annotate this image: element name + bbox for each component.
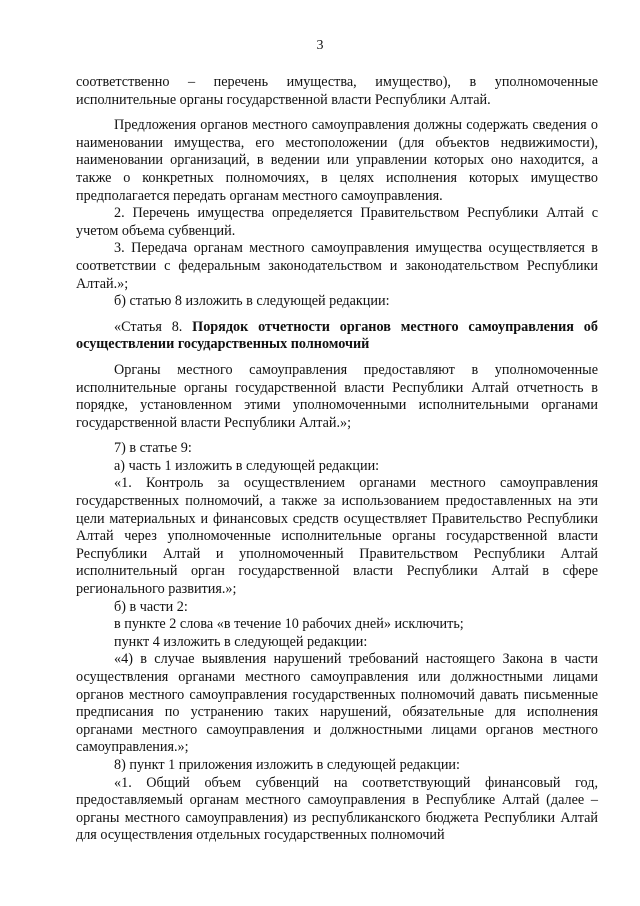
- paragraph: 8) пункт 1 приложения изложить в следующей редакции:: [114, 756, 460, 773]
- paragraph: «1. Общий объем субвенций на соответствующий финансовый год, предоставляемый органам местного самоуправления в Республике Алтай (далее – органы местного самоуправления) из республиканского бюджета Республики Алтай для осуществления отдельных государственных полномочий: [76, 774, 598, 844]
- paragraph: б) в части 2:: [114, 598, 188, 615]
- paragraph: пункт 4 изложить в следующей редакции:: [114, 633, 368, 650]
- paragraph: Предложения органов местного самоуправления должны содержать сведения о наименовании имущества, его местоположении (для объектов недвижимости), наименовании организаций, в ведении или управлении которых оно находится, а также о конкретных полномочиях, в целях исполнения которых имущество предполагается передать органам местного самоуправления.: [76, 117, 598, 204]
- paragraph: 7) в статье 9:: [114, 440, 192, 457]
- paragraph: «1. Контроль за осуществлением органами местного самоуправления государственных полномочий, а также за использованием предоставленных на эти цели материальных и финансовых средств осуществляет Правительство Республики Алтай через уполномоченные исполнительные органы государственной власти Республики Алтай и уполномоченный Правительством Республики Алтай исполнительный орган государственной власти Республики Алтай в сфере регионального развития.»;: [76, 475, 598, 598]
- paragraph: 3. Передача органам местного самоуправления имущества осуществляется в соответствии с федеральным законодательством и законодательством Республики Алтай.»;: [76, 240, 598, 292]
- paragraph: соответственно – перечень имущества, имущество), в уполномоченные исполнительные органы государственной власти Республики Алтай.: [76, 74, 598, 108]
- article-heading-paragraph: [76, 319, 598, 354]
- paragraph: а) часть 1 изложить в следующей редакции:: [114, 457, 380, 474]
- document-body: [76, 74, 598, 845]
- paragraph: «4) в случае выявления нарушений требований настоящего Закона в части осуществления органами местного самоуправления или должностными лицами органов местного самоуправления государственных полномочий давать письменные предписания по устранению таких нарушений, обязательные для исполнения органами местного самоуправления и должностными лицами органов местного самоуправления.»;: [76, 651, 598, 756]
- paragraph: Органы местного самоуправления предоставляют в уполномоченные исполнительные органы государственной власти Республики Алтай отчетность в порядке, установленном этими уполномоченными исполнительными органами государственной власти Республики Алтай.»;: [76, 361, 598, 431]
- paragraph: 2. Перечень имущества определяется Правительством Республики Алтай с учетом объема субвенций.: [76, 205, 598, 239]
- article-prefix: «Статья 8.: [114, 318, 193, 335]
- page-number: 3: [316, 38, 324, 53]
- article-title: Порядок отчетности органов местного самоуправления об осуществлении государственных полномочий: [76, 318, 598, 353]
- paragraph: в пункте 2 слова «в течение 10 рабочих дней» исключить;: [114, 616, 464, 633]
- paragraph: б) статью 8 изложить в следующей редакции:: [114, 293, 390, 310]
